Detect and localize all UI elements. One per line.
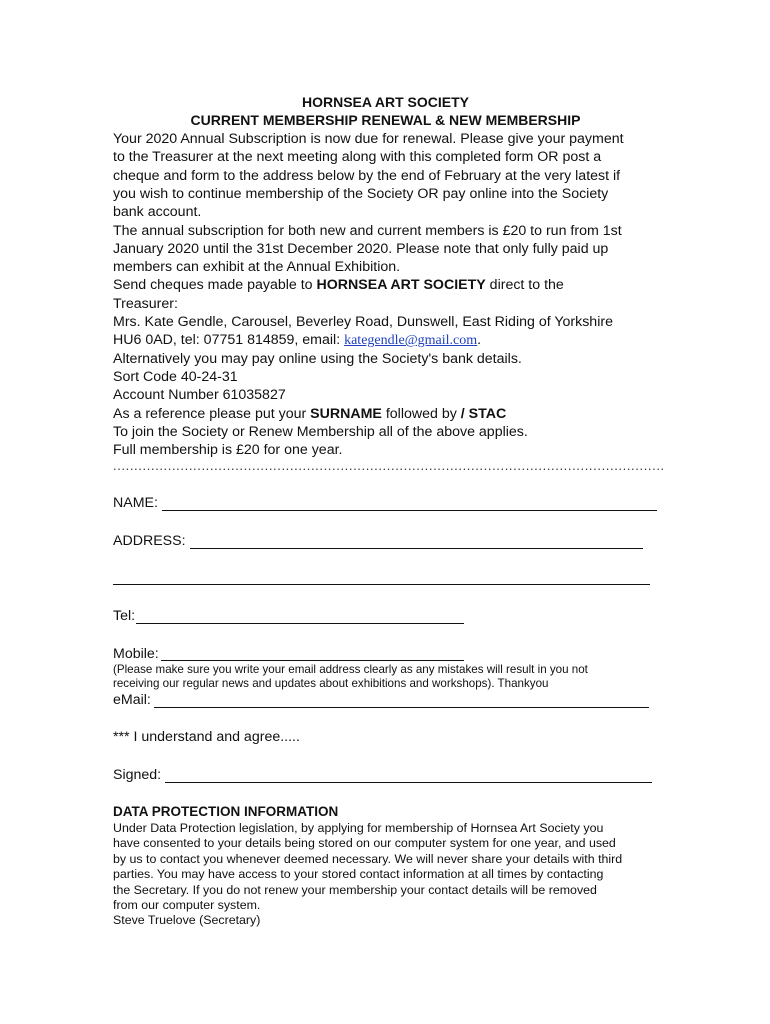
data-protection-line-6: from our computer system. (113, 898, 261, 912)
data-protection-title: DATA PROTECTION INFORMATION (113, 804, 339, 819)
account-number: Account Number 61035827 (113, 387, 286, 404)
cheque-suffix: direct to the (485, 277, 564, 294)
intro-line-3: cheque and form to the address below by the end of February at the very latest if (113, 167, 621, 184)
society-title: HORNSEA ART SOCIETY (302, 94, 469, 110)
reference-line (113, 405, 506, 423)
intro-line-5: bank account. (113, 204, 202, 221)
treasurer-label: Treasurer: (113, 295, 178, 312)
email-field[interactable] (154, 707, 649, 708)
address-field-line-1[interactable] (190, 548, 643, 549)
reference-middle: followed by (381, 405, 461, 422)
reference-stac: / STAC (460, 405, 507, 422)
data-protection-line-1: Under Data Protection legislation, by applying for membership of Hornsea Art Society you (113, 821, 604, 835)
cheque-payee: HORNSEA ART SOCIETY (316, 277, 486, 294)
intro-line-4: you wish to continue membership of the Society OR pay online into the Society (113, 185, 609, 202)
data-protection-line-3: by us to contact you whenever deemed necessary. We will never share your details with third (113, 851, 623, 866)
intro-line-1: Your 2020 Annual Subscription is now due for renewal. Please give your payment (113, 131, 624, 147)
data-protection-line-2: have consented to your details being stored on our computer system for one year, and used (113, 836, 616, 851)
data-protection-line-5: the Secretary. If you do not renew your membership your contact details will be removed (113, 882, 597, 897)
email-note-line-1: (Please make sure you write your email address clearly as any mistakes will result in you not (113, 663, 588, 676)
mobile-field[interactable] (161, 660, 464, 661)
name-field[interactable] (162, 510, 657, 511)
secretary-signoff: Steve Truelove (Secretary) (113, 913, 261, 928)
email-note-line-2: receiving our regular news and updates about exhibitions and workshops). Thankyou (113, 677, 549, 690)
reference-prefix: As a reference please put your (113, 405, 311, 422)
subscription-line-1: The annual subscription for both new and current members is £20 to run from 1st (113, 222, 622, 239)
address-field-line-2[interactable] (113, 584, 650, 585)
mobile-label: Mobile: (113, 646, 159, 662)
agreement-statement: *** I understand and agree..... (113, 729, 300, 745)
tel-label: Tel: (113, 608, 136, 624)
contact-prefix: HU6 0AD, tel: 07751 814859, email: (113, 332, 345, 349)
intro-line-2: to the Treasurer at the next meeting along with this completed form OR post a (113, 149, 602, 166)
tel-field[interactable] (136, 623, 464, 624)
cheque-prefix: Send cheques made payable to (113, 277, 317, 294)
online-payment-line: Alternatively you may pay online using the Society's bank details. (113, 350, 522, 367)
address-label: ADDRESS: (113, 533, 186, 549)
contact-line (113, 331, 481, 350)
signed-label: Signed: (113, 767, 162, 783)
full-membership-line: Full membership is £20 for one year. (113, 442, 343, 459)
email-label: eMail: (113, 692, 151, 708)
dotted-separator: ................................................................................................................................... (113, 458, 665, 473)
signature-field[interactable] (165, 782, 652, 783)
treasurer-address: Mrs. Kate Gendle, Carousel, Beverley Road, Dunswell, East Riding of Yorkshire (113, 314, 613, 330)
subscription-line-2: January 2020 until the 31st December 2020. Please note that only fully paid up (113, 240, 609, 257)
name-label: NAME: (113, 495, 158, 511)
form-subtitle: CURRENT MEMBERSHIP RENEWAL & NEW MEMBERSHIP (190, 112, 581, 128)
treasurer-email-link[interactable]: kategendle@gmail.com (344, 333, 478, 349)
data-protection-line-4: parties. You may have access to your stored contact information at all times by contacting (113, 867, 604, 882)
reference-surname: SURNAME (310, 405, 382, 422)
contact-suffix: . (477, 332, 482, 349)
join-line: To join the Society or Renew Membership all of the above applies. (113, 423, 528, 440)
sort-code: Sort Code 40-24-31 (113, 368, 238, 385)
cheque-line (113, 276, 564, 294)
subscription-line-3: members can exhibit at the Annual Exhibition. (113, 259, 401, 276)
